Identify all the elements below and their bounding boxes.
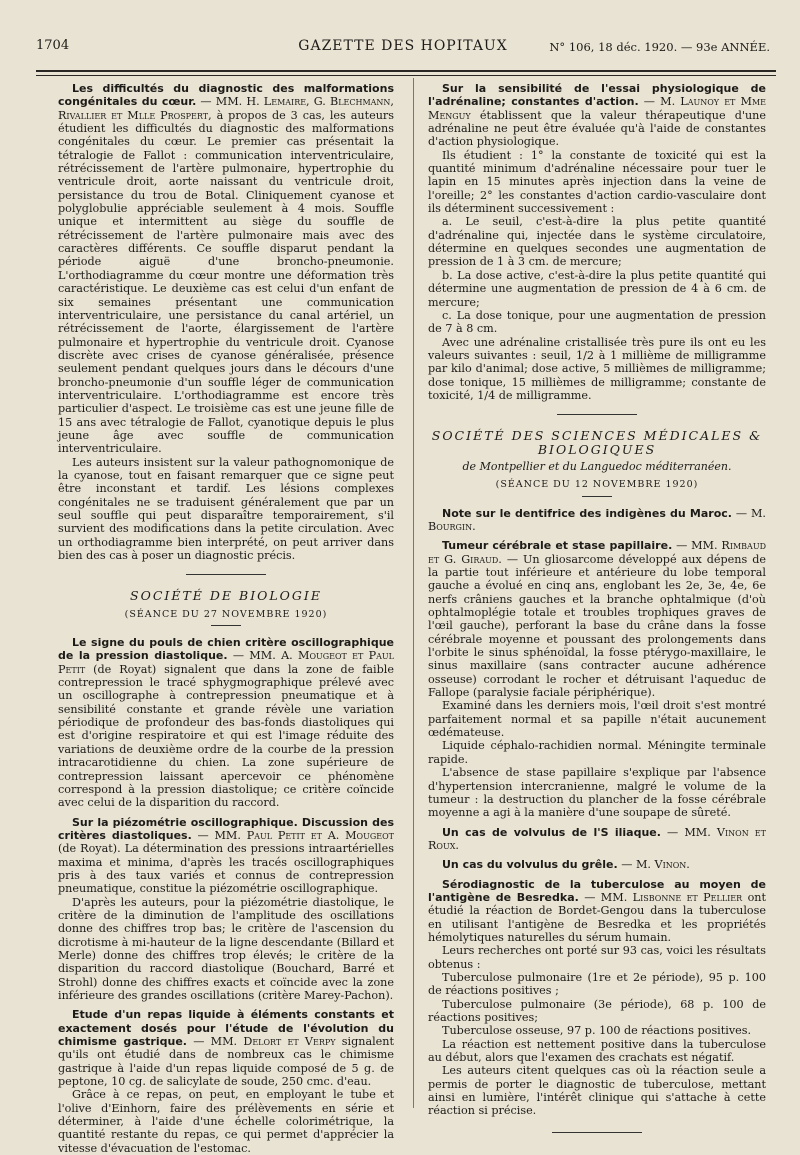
left-column xyxy=(58,82,394,1155)
article-authors: — MM. Paul Petit et A. Mougeot xyxy=(191,828,394,842)
article-title: Note sur le dentifrice des indigènes du Maroc. xyxy=(442,506,732,520)
article-authors: — MM. Lisbonne et Pellier xyxy=(578,890,743,904)
article-title: Sur la piézométrie oscillographique. Discussion des critères diastoliques. xyxy=(58,815,394,842)
section-separator xyxy=(186,574,266,575)
article-volvulus-grele xyxy=(428,858,766,871)
article-paragraph: L'absence de stase papillaire s'explique par l'absence d'hypertension intercranienne, malgré le volume de la tumeur : la destruction du plancher de la fosse cérébrale moyenne a agi à la manière d'une soupape de sûreté. xyxy=(428,766,766,820)
article-volvulus-s xyxy=(428,826,766,853)
article-authors: — M. Bourgin. xyxy=(428,506,766,533)
article-title: Sérodiagnostic de la tuberculose au moyen de l'antigène de Besredka. xyxy=(428,877,766,904)
article-paragraph: Grâce à ce repas, on peut, en employant le tube et l'olive d'Einhorn, faire des prélèvements en série et déterminer, à l'aide d'une échelle colorimétrique, la quantité restante du repas, ce qui permet d'apprécier la vitesse d'évacuation de l'estomac. xyxy=(58,1088,394,1155)
issue-info: N° 106, 18 déc. 1920. — 93e ANNÉE. xyxy=(549,40,770,54)
article-body: à propos de 3 cas, les auteurs étudient les difficultés du diagnostic des malformations congénitales du cœur. Le premier cas présentait la tétralogie de Fallot : communication interventriculaire, rétrécissement de l'artère pulmonaire, hypertrophie du ventricule droit, aorte naissant du ventricule droit, persistance du trou de Botal. Cliniquement cyanose et polyglobulie appréciable seulement à 4 mois. Souffle unique et intermittent au siège du souffle de rétrécissement de l'artère pulmonaire mais avec des caractères différents. Ce souffle disparut pendant la période aiguë d'une broncho-pneumonie. L'orthodiagramme du cœur montre une déformation très caractéristique. Le deuxième cas est celui d'un enfant de six semaines présentant une communication interventriculaire, une persistance du canal artériel, un rétrécissement de l'aorte, élargissement de l'artère pulmonaire et hypertrophie du ventricule droit. Cyanose discrète avec crises de cyanose généralisée, présence seulement pendant quelques jours dans le décours d'une broncho-pneumonie d'un souffle léger de communication interventriculaire. L'orthodiagramme est encore très particulier d'aspect. Le troisième cas est une jeune fille de 15 ans avec tétralogie de Fallot, cyanotique depuis le plus jeune âge avec souffle de communication interventriculaire. xyxy=(58,108,394,456)
article-title: Le signe du pouls de chien critère oscillographique de la pression diastolique. xyxy=(58,636,394,663)
article-title: Sur la sensibilité de l'essai physiologique de l'adrénaline; constantes d'action. xyxy=(428,82,766,109)
society-heading: SOCIÉTÉ DE BIOLOGIE xyxy=(130,588,322,604)
article-serodiagnostic xyxy=(428,878,766,945)
article-authors: — MM. Rimbaud et G. Giraud. xyxy=(428,539,766,566)
article-paragraph: Les auteurs citent quelques cas où la réaction seule a permis de porter le diagnostic de tuberculose, mettant ainsi en lumière, l'intérêt clinique qui s'attache à cette réaction si précise. xyxy=(428,1064,766,1118)
article-body: ont étudié la réaction de Bordet-Gengou dans la tuberculose en utilisant l'antigène de Besredka et les propriétés hémolytiques naturelles du sérum humain. xyxy=(428,890,767,944)
header-rule xyxy=(36,70,776,72)
article-authors: — M. Vinon. xyxy=(617,858,690,872)
article-paragraph: c. La dose tonique, pour une augmentation de pression de 7 à 8 cm. xyxy=(428,308,766,336)
section-separator xyxy=(557,414,637,415)
article-paragraph: Leurs recherches ont porté sur 93 cas, voici les résultats obtenus : xyxy=(428,944,766,971)
article-title: Tumeur cérébrale et stase papillaire. xyxy=(442,539,673,553)
article-title: Etude d'un repas liquide à éléments constants et exactement dosés pour l'étude de l'évolution du chimisme gastrique. xyxy=(58,1008,394,1049)
article-title: Un cas de volvulus de l'S iliaque. xyxy=(442,825,661,839)
article-authors: — MM. H. Lemaire, G. Blechmann, Rivallier et Mlle Prospert, xyxy=(58,95,394,122)
article-repas-liquide xyxy=(58,1008,394,1088)
short-separator xyxy=(582,496,612,497)
article-authors: — MM. A. Mougeot et Paul Petit xyxy=(58,649,394,676)
article-paragraph: Tuberculose osseuse, 97 p. 100 de réactions positives. xyxy=(442,1024,752,1038)
journal-title: GAZETTE DES HOPITAUX xyxy=(298,38,508,54)
article-paragraph: Ils étudient : 1° la constante de toxicité qui est la quantité minimum d'adrénaline nécessaire pour tuer le lapin en 15 minutes après injection dans la veine de l'oreille; 2° les constantes d'action cardio-vasculaire dont ils déterminent successivement : xyxy=(428,148,766,216)
end-ornament xyxy=(552,1132,642,1133)
page-header xyxy=(36,30,770,64)
article-pouls-chien xyxy=(58,636,394,809)
column-divider xyxy=(413,78,414,1108)
article-body: établissent que la valeur thérapeutique d'une adrénaline ne peut être évaluée qu'à l'aide de constantes d'action physiologique. xyxy=(428,108,766,149)
article-paragraph: La réaction est nettement positive dans la tuberculose au début, alors que l'examen des crachats est négatif. xyxy=(428,1037,766,1065)
article-adrenaline xyxy=(428,82,766,149)
article-paragraph: D'après les auteurs, pour la piézométrie diastolique, le critère de la diminution de l'amplitude des oscillations donne des chiffres trop bas; le critère de l'ascension du dicrotisme à mi-hauteur de la ligne descendante (Billard et Merle) donne des chiffres trop élevés; le critère de la disparition du raccord diastolique (Bouchard, Barré et Strohl) donne des chiffres exacts et coïncide avec la zone inférieure des grandes oscillations (critère Marey-Pachon). xyxy=(58,895,394,1002)
header-rule-thin xyxy=(36,75,776,76)
article-paragraph: Liquide céphalo-rachidien normal. Méningite terminale rapide. xyxy=(428,739,766,766)
article-paragraph: Tuberculose pulmonaire (3e période), 68 p. 100 de réactions positives; xyxy=(428,997,766,1024)
article-authors: — MM. Vinon et Roux. xyxy=(428,825,766,852)
article-paragraph: Examiné dans les derniers mois, l'œil droit s'est montré parfaitement normal et sa papille n'était aucunement œdémateuse. xyxy=(428,699,766,740)
article-body: (de Royat). La détermination des pressions intraartérielles maxima et minima, d'après les tracés oscillographiques pris à des taux variés et connus de contrepression pneumatique, constitue la piézométrie oscillographique. xyxy=(58,842,394,896)
article-title: Un cas du volvulus du grêle. xyxy=(442,858,618,872)
article-body: — Un gliosarcome développé aux dépens de la partie tout inférieure et antérieure du lobe temporal gauche a évolué en cinq ans, englobant les 2e, 3e, 4e, 6e nerfs crâniens gauches et la branche ophtalmique (d'où ophtalmoplégie totale et troubles trophiques graves de l'œil gauche), perforant la base du crâne dans la fosse cérébrale moyenne et poussant des prolongements dans l'orbite le sinus sphénoïdal, la fosse ptérygo-maxillaire, le sinus maxillaire (sans contracter aucune adhérence osseuse) corrodant le rocher et détruisant l'aqueduc de Fallope (paralysie faciale périphérique). xyxy=(428,552,766,700)
article-paragraph: Avec une adrénaline cristallisée très pure ils ont eu les valeurs suivantes : seuil, 1/2 à 1 millième de milligramme par kilo d'animal; dose active, 5 millièmes de milligramme; dose tonique, 15 millièmes de milligramme; constante de toxicité, 1/4 de milligramme. xyxy=(428,335,766,402)
article-body: signalent qu'ils ont étudié dans de nombreux cas le chimisme gastrique à l'aide d'un repas liquide composé de 5 g. de peptone, 10 cg. de salicylate de soude, 250 cmc. d'eau. xyxy=(58,1035,395,1089)
article-piezometrie xyxy=(58,816,394,896)
society-subtitle: de Montpellier et du Languedoc méditerranéen. xyxy=(462,459,732,473)
page-number: 1704 xyxy=(36,38,70,53)
right-column xyxy=(428,82,766,1133)
seance-date: (SÉANCE DU 12 NOVEMBRE 1920) xyxy=(495,479,699,491)
article-paragraph: a. Le seuil, c'est-à-dire la plus petite quantité d'adrénaline qui, injectée dans le système circulatoire, détermine en quelques secondes une augmentation de pression de 1 à 3 cm. de mercure; xyxy=(428,215,766,269)
article-body: (de Royat) signalent que dans la zone de faible contrepression le tracé sphygmographique prélevé avec un oscillographe à contrepression pneumatique et à sensibilité constante et grande révèle une variation périodique de profondeur des bas-fonds diastoliques qui est d'origine respiratoire et qui est l'image réduite des variations de deuxième ordre de la courbe de la pression intracarotidienne du chien. La zone supérieure de contrepression laissant apercevoir ce phénomène correspond à la pression diastolique; ce critère coïncide avec celui de la disparition du raccord. xyxy=(58,662,394,810)
article-paragraph: Les auteurs insistent sur la valeur pathognomonique de la cyanose, tout en faisant remarquer que ce signe peut être inconstant et tardif. Les lésions complexes congénitales ne se traduisent généralement que par un seul souffle qui peut disparaître temporairement, s'il survient des modifications dans la petite circulation. Avec un orthodiagramme bien interprété, on peut arriver dans bien des cas à poser un diagnostic précis. xyxy=(58,455,394,563)
article-paragraph: b. La dose active, c'est-à-dire la plus petite quantité qui détermine une augmentation de pression de 4 à 6 cm. de mercure; xyxy=(428,268,766,309)
article-tumeur-cerebrale xyxy=(428,539,766,699)
article-authors: — MM. Delort et Verpy xyxy=(186,1035,336,1049)
article-dentifrice xyxy=(428,507,766,534)
society-heading: SOCIÉTÉ DES SCIENCES MÉDICALES & BIOLOGIQUES xyxy=(431,428,763,457)
article-paragraph: Tuberculose pulmonaire (1re et 2e période), 95 p. 100 de réactions positives ; xyxy=(428,970,766,998)
short-separator xyxy=(211,625,241,626)
article-authors: — M. Launoy et Mme Menguy xyxy=(428,95,766,122)
article-title: Les difficultés du diagnostic des malformations congénitales du cœur. xyxy=(58,82,394,109)
seance-date: (SÉANCE DU 27 NOVEMBRE 1920) xyxy=(124,608,328,620)
article-malformations xyxy=(58,82,394,456)
